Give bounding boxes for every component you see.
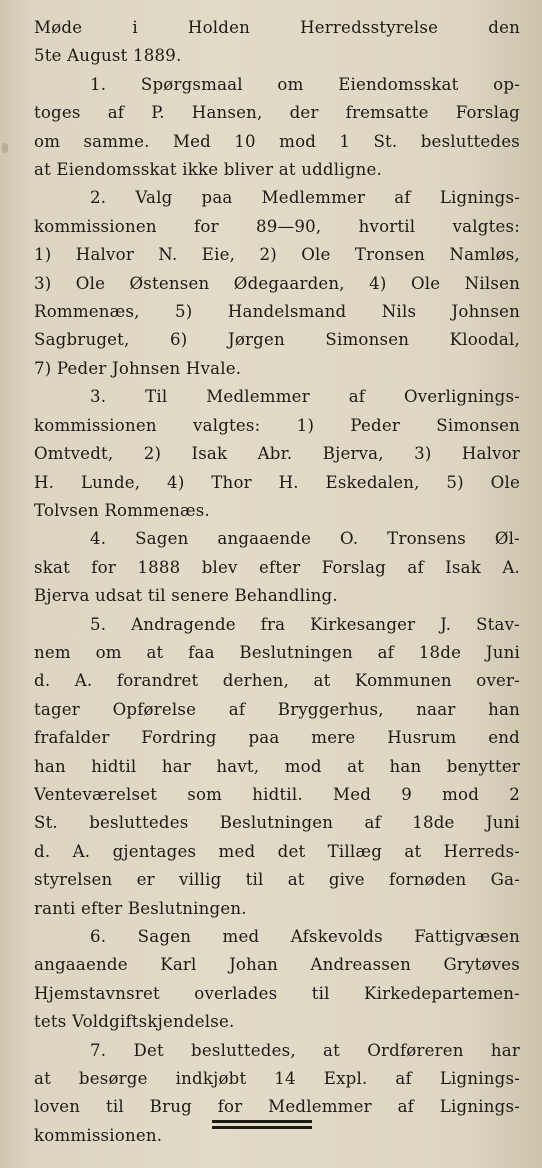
article-text-line: 3) Ole Østensen Ødegaarden, 4) Ole Nilsen: [34, 273, 520, 293]
article-text-line: Sagbruget, 6) Jørgen Simonsen Kloodal,: [34, 330, 520, 350]
article-text-line: 7) Peder Johnsen Hvale.: [34, 358, 242, 378]
article-text-line: 2. Valg paa Medlemmer af Lignings-: [90, 188, 520, 208]
end-rule-top: [212, 1120, 312, 1123]
article-text-line: Venteværelset som hidtil. Med 9 mod 2: [34, 784, 520, 804]
article-text-line: ranti efter Beslutningen.: [34, 898, 247, 918]
article-text-line: 3. Til Medlemmer af Overlignings-: [90, 387, 520, 407]
article-text-line: Tolvsen Rommenæs.: [34, 500, 210, 520]
article-text-line: at Eiendomsskat ikke bliver at uddligne.: [34, 160, 382, 180]
article-text-line: at besørge indkjøbt 14 Expl. af Lignings-: [34, 1069, 520, 1089]
article-text-line: kommissionen.: [34, 1125, 163, 1145]
article-text-line: skat for 1888 blev efter Forslag af Isak A.: [34, 557, 520, 577]
article-text-line: tager Opførelse af Bryggerhus, naar han: [34, 699, 520, 719]
article-text-line: 4. Sagen angaaende O. Tronsens Øl-: [90, 529, 520, 549]
paper-speck: [2, 143, 8, 153]
article-text-line: Omtvedt, 2) Isak Abr. Bjerva, 3) Halvor: [34, 444, 520, 464]
article-text-line: toges af P. Hansen, der fremsatte Forslag: [34, 103, 520, 123]
article-text-line: d. A. forandret derhen, at Kommunen over-: [34, 671, 520, 691]
article-text-line: Hjemstavnsret overlades til Kirkedepartemen-: [34, 983, 520, 1003]
article-text-line: St. besluttedes Beslutningen af 18de Juni: [34, 813, 520, 833]
article-text-line: 7. Det besluttedes, at Ordføreren har: [90, 1040, 520, 1060]
article-heading-line: Møde i Holden Herredsstyrelse den: [34, 18, 520, 37]
article-text-line: 5te August 1889.: [34, 46, 182, 66]
article-text-line: kommissionen valgtes: 1) Peder Simonsen: [34, 415, 520, 435]
article-column: [34, 14, 520, 1150]
article-text-line: nem om at faa Beslutningen af 18de Juni: [34, 642, 520, 662]
article-text-line: loven til Brug for Medlemmer af Lignings-: [34, 1097, 520, 1117]
article-text-line: om samme. Med 10 mod 1 St. besluttedes: [34, 131, 520, 151]
article-text-line: 6. Sagen med Afskevolds Fattigvæsen: [90, 927, 520, 946]
article-text-line: Rommenæs, 5) Handelsmand Nils Johnsen: [34, 302, 520, 322]
end-rule-bottom: [212, 1126, 312, 1129]
article-text-line: 1) Halvor N. Eie, 2) Ole Tronsen Namløs,: [34, 245, 520, 265]
article-text-line: angaaende Karl Johan Andreassen Grytøves: [34, 955, 520, 975]
article-text-line: frafalder Fordring paa mere Husrum end: [34, 728, 520, 748]
article-text-line: Bjerva udsat til senere Behandling.: [34, 586, 338, 606]
article-text-line: tets Voldgiftskjendelse.: [34, 1012, 235, 1032]
article-text-line: han hidtil har havt, mod at han benytter: [34, 756, 520, 776]
article-text-line: H. Lunde, 4) Thor H. Eskedalen, 5) Ole: [34, 472, 520, 492]
article-text-line: 5. Andragende fra Kirkesanger J. Stav-: [90, 614, 520, 634]
end-rule: [212, 1120, 312, 1132]
article-text-line: kommissionen for 89—90, hvortil valgtes:: [34, 216, 520, 236]
article-text-line: d. A. gjentages med det Tillæg at Herreds-: [34, 841, 520, 861]
article-text-line: styrelsen er villig til at give fornøden Ga-: [34, 870, 520, 890]
article-text-line: 1. Spørgsmaal om Eiendomsskat op-: [90, 74, 520, 94]
